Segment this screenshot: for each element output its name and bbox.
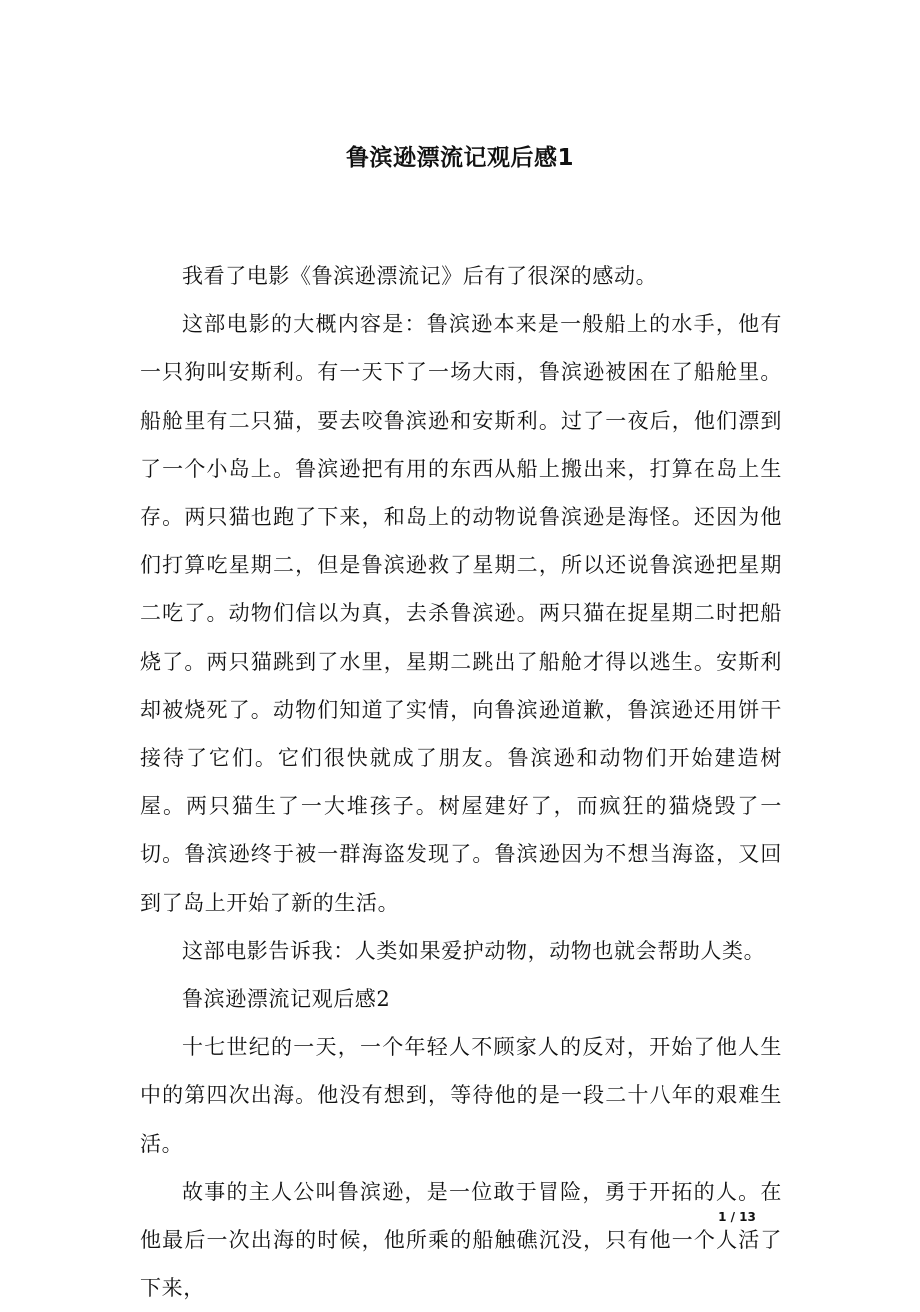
section-heading-2: 鲁滨逊漂流记观后感2 xyxy=(182,987,391,1012)
paragraph-protagonist: 故事的主人公叫鲁滨逊，是一位敢于冒险，勇于开拓的人。在他最后一次出海的时候，他所乘的船触礁沉没，只有他一个人活了下来， xyxy=(140,1179,782,1301)
page-number: 1 / 13 xyxy=(718,1210,756,1224)
paragraph-story-start: 十七世纪的一天，一个年轻人不顾家人的反对，开始了他人生中的第四次出海。他没有想到，等待他的是一段二十八年的艰难生活。 xyxy=(140,1035,782,1156)
document-body xyxy=(140,252,782,1312)
paragraph-plot-summary: 这部电影的大概内容是：鲁滨逊本来是一般船上的水手，他有一只狗叫安斯利。有一天下了一场大雨，鲁滨逊被困在了船舱里。船舱里有二只猫，要去咬鲁滨逊和安斯利。过了一夜后，他们漂到了一个小岛上。鲁滨逊把有用的东西从船上搬出来，打算在岛上生存。两只猫也跑了下来，和岛上的动物说鲁滨逊是海怪。还因为他们打算吃星期二，但是鲁滨逊救了星期二，所以还说鲁滨逊把星期二吃了。动物们信以为真，去杀鲁滨逊。两只猫在捉星期二时把船烧了。两只猫跳到了水里，星期二跳出了船舱才得以逃生。安斯利却被烧死了。动物们知道了实情，向鲁滨逊道歉，鲁滨逊还用饼干接待了它们。它们很快就成了朋友。鲁滨逊和动物们开始建造树屋。两只猫生了一大堆孩子。树屋建好了，而疯狂的猫烧毁了一切。鲁滨逊终于被一群海盗发现了。鲁滨逊因为不想当海盗，又回到了岛上开始了新的生活。 xyxy=(140,312,782,915)
paragraph-intro: 我看了电影《鲁滨逊漂流记》后有了很深的感动。 xyxy=(182,264,658,288)
paragraph-conclusion: 这部电影告诉我：人类如果爱护动物，动物也就会帮助人类。 xyxy=(182,938,766,963)
document-title: 鲁滨逊漂流记观后感1 xyxy=(345,145,574,171)
